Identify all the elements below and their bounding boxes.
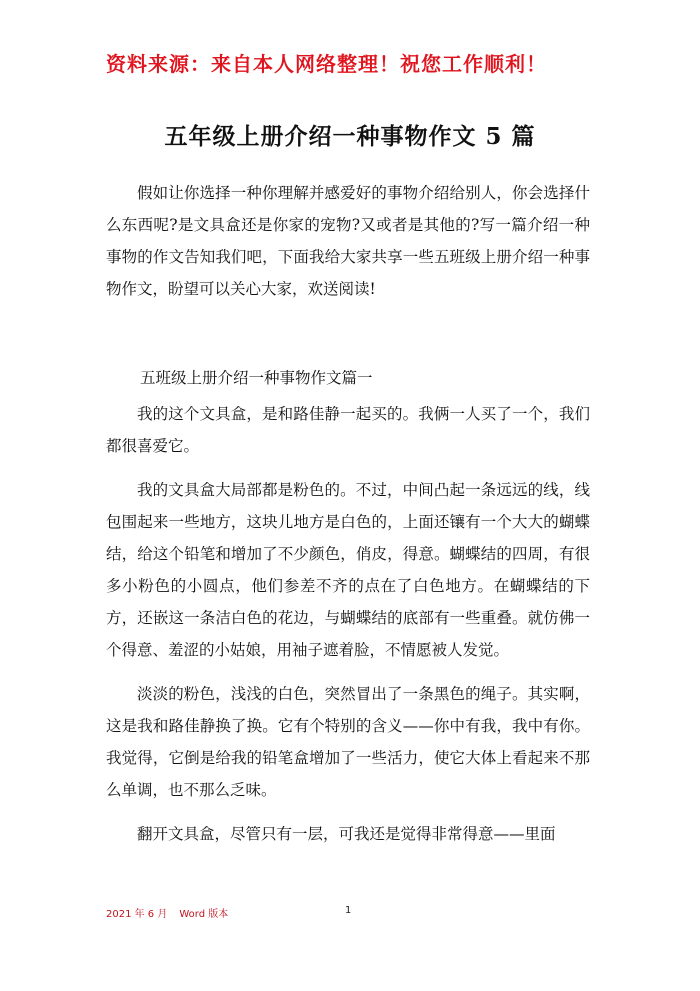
section-heading: 五班级上册介绍一种事物作文篇一 xyxy=(140,369,373,387)
paragraph-2: 我的文具盒大局部都是粉色的。不过，中间凸起一条远远的线，线包围起来一些地方，这块儿地方是白色的，上面还镶有一个大大的蝴蝶结，给这个铅笔和增加了不少颜色，俏皮，得意。蝴蝶结的四周，有很多小粉色的小圆点，他们参差不齐的点在了白色地方。在蝴蝶结的下方，还嵌这一条洁白色的花边，与蝴蝶结的底部有一些重叠。就仿佛一个得意、羞涩的小姑娘，用袖子遮着脸，不情愿被人发觉。 xyxy=(106,481,590,659)
page-number: 1 xyxy=(345,905,352,916)
article-body xyxy=(106,398,590,862)
document-title: 五年级上册介绍一种事物作文 5 篇 xyxy=(164,123,536,150)
footer-info xyxy=(106,905,240,920)
source-note: 资料来源：来自本人网络整理！祝您工作顺利！ xyxy=(106,52,547,76)
intro-block xyxy=(106,177,590,305)
paragraph-1: 我的这个文具盒，是和路佳静一起买的。我俩一人买了一个，我们都很喜爱它。 xyxy=(106,405,590,455)
paragraph-4: 翻开文具盒，尽管只有一层，可我还是觉得非常得意——里面 xyxy=(137,825,556,843)
paragraph-3: 淡淡的粉色，浅浅的白色，突然冒出了一条黑色的绳子。其实啊，这是我和路佳静换了换。它有个特别的含义——你中有我，我中有你。我觉得，它倒是给我的铅笔盒增加了一些活力，使它大体上看起来不那么单调，也不那么乏味。 xyxy=(106,685,590,799)
intro-paragraph: 假如让你选择一种你理解并感爱好的事物介绍给别人，你会选择什么东西呢?是文具盒还是你家的宠物?又或者是其他的?写一篇介绍一种事物的作文告知我们吧，下面我给大家共享一些五班级上册介绍一种事物作文，盼望可以关心大家，欢送阅读! xyxy=(106,184,590,298)
footer-date: 2021 年 6 月 xyxy=(106,909,168,920)
footer-version: Word 版本 xyxy=(179,909,229,920)
